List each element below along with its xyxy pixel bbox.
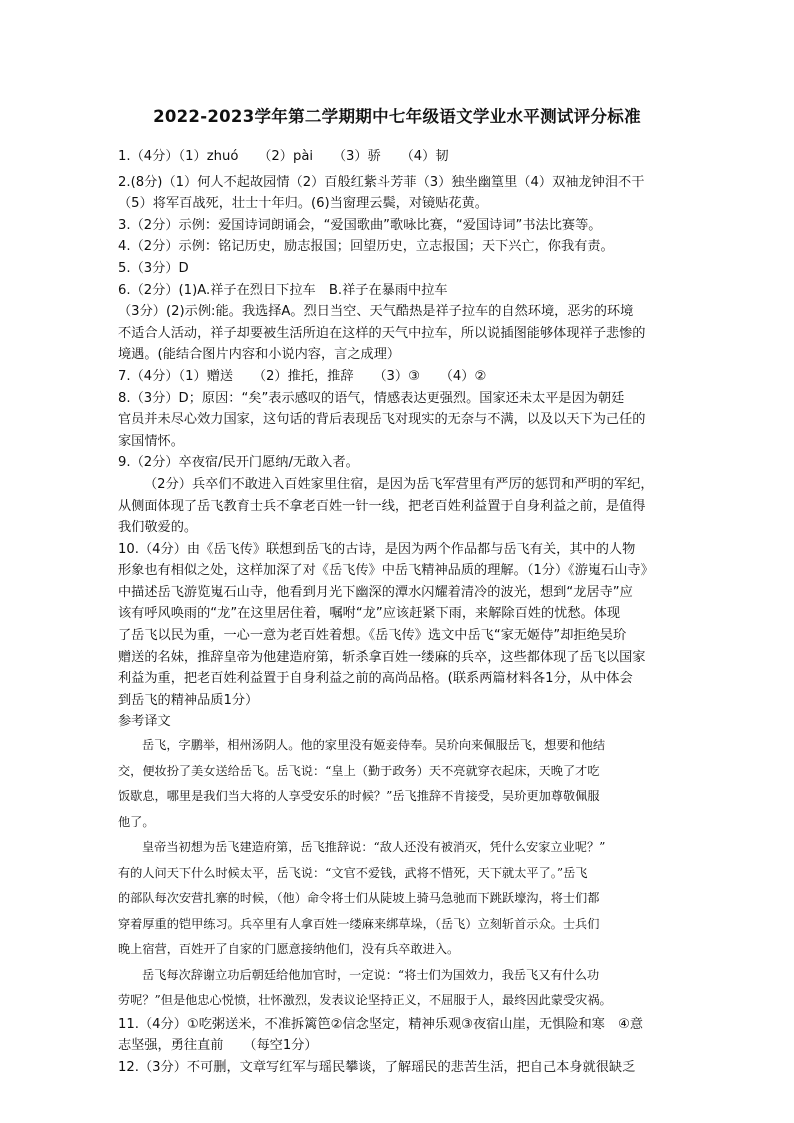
answer-line: （2分）兵卒们不敢进入百姓家里住宿，是因为岳飞军营里有严厉的惩罚和严明的军纪， [144,476,654,492]
answer-line: 形象也有相似之处，这样加深了对《岳飞传》中岳飞精神品质的理解。（1分）《游嵬石山寺》 [118,563,654,579]
answer-line: 6.（2分）(1)A.祥子在烈日下拉车 B.祥子在暴雨中拉车 [118,282,448,298]
answer-line: 11.（4分）①吃粥送米，不准拆篱笆②信念坚定，精神乐观③夜宿山崖，无惧险和寒 ④意 [118,1016,644,1032]
answer-line: 1.（4分）（1）zhuó （2）pài （3）骄 （4）韧 [118,149,449,164]
answer-line: 不适合人活动，祥子却要被生活所迫在这样的天气中拉车，所以说插图能够体现祥子悲惨的 [118,325,646,341]
reference-translation [118,733,683,1014]
answer-line: 家国情怀。 [118,433,184,449]
answer-body [118,146,683,1078]
answer-line: 赠送的名妹，推辞皇帝为他建造府第，斩杀拿百姓一缕麻的兵卒，这些都体现了岳飞以国家 [118,649,646,665]
translation-line: 晚上宿营，百姓开了自家的门愿意接纳他们，没有兵卒敢进入。 [118,942,460,957]
answer-line: 我们敬爱的。 [118,520,198,536]
translation-line: 皇帝当初想为岳飞建造府第，岳飞推辞说：“敌人还没有被消灭，凭什么安家立业呢？” [142,840,606,855]
answer-line: 志坚强，勇往直前 （每空1分） [118,1038,318,1054]
translation-line: 劳呢？”但是他忠心悦愤，壮怀激烈，发表议论坚持正义，不屈服于人，最终因此蒙受灾祸。 [118,993,612,1008]
answer-line: 7.（4分）（1）赠送 （2）推托，推辞 （3）③ （4）② [118,368,487,384]
answer-line: 从侧面体现了岳飞教育士兵不拿老百姓一针一线，把老百姓利益置于自身利益之前，是值得 [118,498,646,514]
answer-line: （5）将军百战死，壮士十年归。(6)当窗理云鬓，对镜贴花黄。 [118,196,488,212]
answer-line: 中描述岳飞游览嵬石山寺，他看到月光下幽深的潭水闪耀着清冷的波光，想到“龙居寺”应 [118,584,633,600]
answer-line: 2.(8分)（1）何人不起故园情（2）百般红紫斗芳菲（3）独坐幽篁里（4）双袖龙钟泪不干 [118,174,645,190]
answer-line: 9.（2分）卒夜宿/民开门愿纳/无敢入者。 [118,455,359,471]
translation-line: 交，便妆扮了美女送给岳飞。岳飞说：“皇上（勤于政务）天不亮就穿衣起床，天晚了才吃 [118,763,600,778]
answer-line: 3.（2分）示例：爱国诗词朗诵会，“爱国歌曲”歌咏比赛，“爱国诗词”书法比赛等。 [118,217,602,233]
translation-line: 有的人问天下什么时候太平，岳飞说：“文官不爱钱，武将不惜死，天下就太平了。”岳飞 [118,865,588,880]
answer-line: 5.（3分）D [118,260,189,276]
page-title: 2022-2023学年第二学期期中七年级语文学业水平测试评分标准 [153,107,641,126]
answer-line: 10.（4分）由《岳飞传》联想到岳飞的古诗，是因为两个作品都与岳飞有关，其中的人物 [118,541,636,557]
translation-line: 岳飞，字鹏举，相州汤阴人。他的家里没有姬妾侍奉。吴玠向来佩服岳飞，想要和他结 [142,738,606,753]
answer-line: 8.（3分）D；原因：“矣”表示感叹的语气，情感表达更强烈。国家还未太平是因为朝廷 [118,390,625,406]
answer-line: 该有呼风唤雨的“龙”在这里居住着，嘱咐“龙”应该赶紧下雨，来解除百姓的忧愁。体现 [118,606,621,622]
translation-line: 饭歇息，哪里是我们当大将的人享受安乐的时候？”岳飞推辞不肯接受，吴玠更加尊敬佩服 [118,789,600,804]
answer-line: 官员并未尽心效力国家，这句话的背后表现岳飞对现实的无奈与不满，以及以天下为己任的 [118,412,646,428]
answer-line: 利益为重，把老百姓利益置于自身利益之前的高尚品格。(联系两篇材料各1分，从中体会 [118,671,633,687]
translation-line: 他了。 [118,814,155,829]
translation-line: 的部队每次安营扎寨的时候，（他）命令将士们从陡坡上骑马急驰而下跳跃壕沟，将士们都 [118,891,600,906]
answer-line: 4.（2分）示例：铭记历史，励志报国；回望历史，立志报国；天下兴亡，你我有责。 [118,239,614,255]
answer-line: 12.（3分）不可删，文章写红军与瑶民攀谈，了解瑶民的悲苦生活，把自己本身就很缺乏 [118,1059,636,1075]
translation-line: 岳飞每次辞谢立功后朝廷给他加官时，一定说：“将士们为国效力，我岳飞又有什么功 [142,967,600,982]
translation-line: 穿着厚重的铠甲练习。兵卒里有人拿百姓一缕麻来绑草垛，（岳飞）立刻斩首示众。士兵们 [118,916,600,931]
answer-line: （3分）(2)示例:能。我选择A。烈日当空、天气酷热是祥子拉车的自然环境，恶劣的环境 [118,304,634,320]
answer-line: 到岳飞的精神品质1分） [118,692,259,708]
section-heading: 参考译文 [118,714,171,730]
answer-line: 了岳飞以民为重，一心一意为老百姓着想。《岳飞传》选文中岳飞“家无姬侍”却拒绝吴玠 [118,628,627,644]
answer-line: 境遇。(能结合图片内容和小说内容，言之成理） [118,347,401,363]
